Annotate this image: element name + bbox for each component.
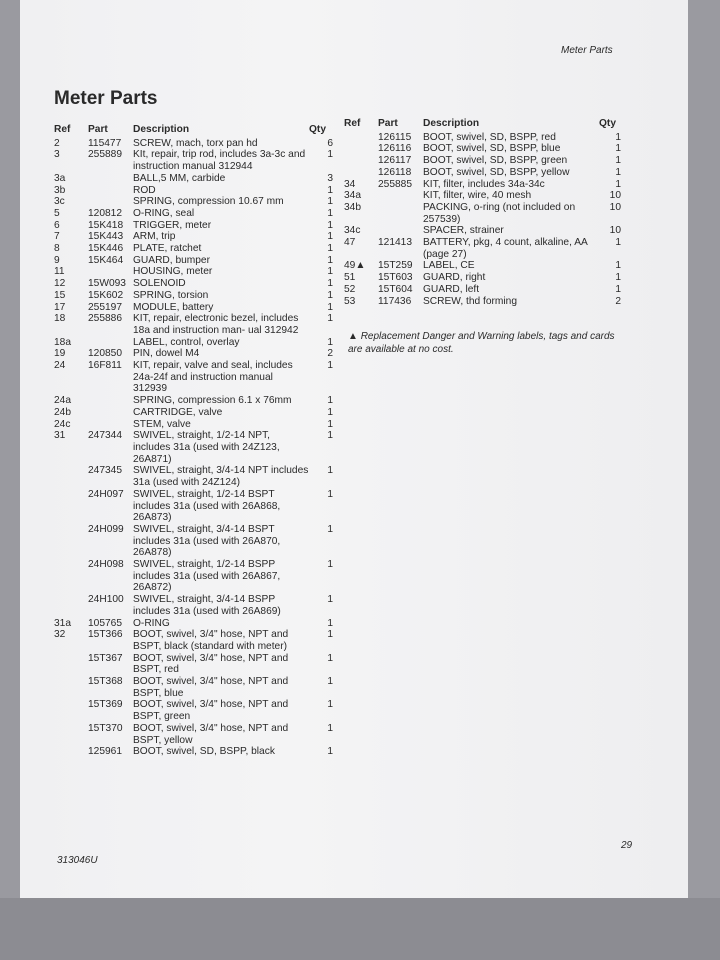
part-number-cell: 15K446 [88, 243, 124, 255]
ref-cell: 3a [54, 172, 66, 184]
part-number-cell: 24H097 [88, 488, 124, 500]
ref-cell: 52 [344, 283, 356, 295]
qty-cell: 1 [327, 430, 333, 442]
ref-cell: 51 [344, 272, 356, 284]
ref-cell: 7 [54, 231, 60, 243]
description-cell: ARM, trip [133, 231, 176, 243]
part-number-cell: 16F811 [88, 360, 122, 372]
ref-cell [54, 699, 88, 722]
qty-cell: 1 [327, 243, 333, 255]
part-number-cell: 15W093 [88, 278, 126, 290]
part-number-cell: 15K602 [88, 289, 124, 301]
parts-table-right-body [344, 132, 621, 308]
ref-cell [344, 132, 378, 144]
ref-cell: 31 [54, 430, 66, 442]
page-number: 29 [621, 840, 633, 851]
description-cell: KIT, repair, electronic bezel, includes 18a and instruction man- ual 312942 [133, 313, 299, 336]
table-row [344, 260, 621, 272]
ref-cell: 32 [54, 629, 66, 641]
part-number-cell: 15T604 [378, 283, 413, 295]
qty-cell: 1 [327, 196, 333, 208]
background-surface [0, 898, 720, 960]
description-cell: SWIVEL, straight, 1/2-14 BSPP includes 31a (used with 26A867, 26A872) [133, 559, 281, 594]
description-cell: CARTRIDGE, valve [133, 406, 223, 418]
part-number-cell: 15T603 [378, 272, 413, 284]
description-cell: SPACER, strainer [423, 225, 504, 237]
qty-cell: 1 [615, 178, 621, 190]
description-cell: SWIVEL, straight, 3/4-14 BSPT includes 31a (used with 26A870, 26A878) [133, 523, 281, 559]
part-number-cell: 255197 [88, 301, 122, 313]
parts-table-right [344, 118, 621, 307]
description-cell: BALL,5 MM, carbide [133, 172, 226, 184]
qty-cell: 1 [327, 149, 333, 161]
description-cell: O-RING, seal [133, 207, 195, 219]
ref-cell [344, 167, 378, 179]
description-cell: SWIVEL, straight, 1/2-14 NPT, includes 31a (used with 24Z123, 26A871) [133, 430, 280, 465]
footnote-text: Replacement Danger and Warning labels, tags and cards are available at no cost. [348, 331, 615, 355]
document-number: 313046U [57, 855, 98, 866]
table-row [54, 208, 333, 220]
qty-cell: 1 [327, 336, 333, 348]
qty-cell: 1 [327, 676, 333, 688]
table-row [54, 337, 333, 349]
table-row [344, 143, 621, 155]
table-row [344, 167, 621, 179]
description-cell: SPRING, torsion [133, 289, 209, 301]
ref-cell: 15 [54, 289, 66, 301]
ref-cell [54, 653, 88, 676]
description-cell: KIT, filter, includes 34a-34c [423, 178, 545, 190]
description-cell: SPRING, compression 10.67 mm [133, 196, 284, 208]
table-row [54, 302, 333, 314]
ref-cell: 12 [54, 278, 66, 290]
part-number-cell [88, 419, 133, 431]
table-row [54, 676, 333, 699]
qty-cell: 1 [615, 155, 621, 167]
table-row [54, 465, 333, 488]
ref-cell: 3 [54, 149, 60, 161]
table-row [54, 243, 333, 255]
ref-cell: 53 [344, 295, 356, 307]
ref-cell [54, 723, 88, 746]
part-header: Part [378, 118, 398, 129]
table-row [54, 220, 333, 232]
part-number-cell: 125961 [88, 746, 122, 758]
table-row [344, 296, 621, 308]
footnote [348, 331, 628, 356]
part-number-cell [378, 202, 423, 225]
part-number-cell [378, 190, 423, 202]
warning-triangle-icon: ▲ [348, 331, 358, 342]
table-row [344, 225, 621, 237]
description-cell: BOOT, swivel, 3/4" hose, NPT and BSPT, red [133, 652, 289, 676]
qty-cell: 1 [327, 465, 333, 477]
table-row [54, 196, 333, 208]
qty-cell: 1 [615, 272, 621, 284]
table-row [54, 395, 333, 407]
ref-cell: 17 [54, 301, 66, 313]
part-number-cell: 15K443 [88, 231, 124, 243]
table-row [54, 348, 333, 360]
description-cell: BOOT, swivel, 3/4" hose, NPT and BSPT, yellow [133, 722, 289, 746]
ref-cell [54, 489, 88, 524]
ref-header: Ref [54, 124, 71, 135]
ref-cell: 24b [54, 406, 71, 418]
description-cell: PLATE, ratchet [133, 243, 202, 255]
ref-cell [54, 594, 88, 617]
qty-header: Qty [309, 124, 326, 135]
description-cell: BOOT, swivel, SD, BSPP, blue [423, 143, 561, 155]
part-number-cell [88, 266, 133, 278]
qty-cell: 1 [615, 131, 621, 143]
ref-cell: 24 [54, 360, 66, 372]
table-header-row [344, 118, 621, 132]
description-cell: O-RING [133, 617, 170, 629]
ref-cell: 47 [344, 237, 356, 249]
ref-cell: 24a [54, 395, 71, 407]
qty-cell: 1 [615, 283, 621, 295]
qty-cell: 1 [327, 231, 333, 243]
ref-cell: 34b [344, 201, 361, 213]
table-row [344, 272, 621, 284]
table-row [54, 430, 333, 465]
ref-cell [54, 524, 88, 559]
ref-cell: 18a [54, 336, 71, 348]
description-cell: TRIGGER, meter [133, 219, 212, 231]
table-row [54, 313, 333, 336]
part-number-cell: 126116 [378, 143, 412, 155]
description-cell: KIT, filter, wire, 40 mesh [423, 190, 532, 202]
ref-cell: 34 [344, 178, 356, 190]
part-number-cell: 126115 [378, 131, 412, 143]
description-cell: KIt, repair, trip rod, includes 3a-3c and instruction manual 312944 [133, 149, 306, 173]
ref-cell [54, 676, 88, 699]
part-number-cell: 15T366 [88, 629, 123, 641]
table-row [54, 699, 333, 722]
table-row [344, 237, 621, 260]
part-number-cell: 115477 [88, 137, 122, 149]
table-row [54, 723, 333, 746]
description-cell: SWIVEL, straight, 1/2-14 BSPT includes 31a (used with 26A868, 26A873) [133, 488, 281, 524]
description-cell: SWIVEL, straight, 3/4-14 NPT includes 31a (used with 24Z124) [133, 465, 309, 489]
ref-cell: 2 [54, 137, 60, 149]
description-cell: GUARD, bumper [133, 254, 210, 266]
table-row [54, 594, 333, 617]
part-number-cell [88, 185, 133, 197]
qty-cell: 6 [327, 137, 333, 149]
description-cell: PIN, dowel M4 [133, 348, 200, 360]
table-row [54, 149, 333, 172]
ref-cell [54, 559, 88, 594]
qty-cell: 1 [327, 699, 333, 711]
table-row [344, 179, 621, 191]
ref-cell: 9 [54, 254, 60, 266]
description-cell: MODULE, battery [133, 301, 214, 313]
part-number-cell: 247345 [88, 465, 122, 477]
page-title: Meter Parts [54, 88, 158, 109]
table-row [54, 360, 333, 395]
description-cell: BOOT, swivel, SD, BSPP, black [133, 746, 275, 758]
table-row [344, 202, 621, 225]
description-cell: GUARD, left [423, 283, 480, 295]
table-row [54, 653, 333, 676]
part-number-cell: 120850 [88, 348, 122, 360]
part-number-cell [88, 337, 133, 349]
qty-cell: 3 [327, 172, 333, 184]
description-cell: SPRING, compression 6.1 x 76mm [133, 395, 292, 407]
part-number-cell: 247344 [88, 430, 122, 442]
qty-cell: 1 [327, 559, 333, 571]
qty-cell: 1 [327, 418, 333, 430]
ref-cell: 11 [54, 266, 65, 278]
table-row [54, 266, 333, 278]
ref-cell: 5 [54, 207, 60, 219]
table-row [54, 559, 333, 594]
table-row [54, 407, 333, 419]
qty-cell: 1 [327, 184, 333, 196]
part-number-cell: 117436 [378, 295, 412, 307]
qty-cell: 2 [327, 348, 333, 360]
ref-cell: 18 [54, 313, 66, 325]
part-number-cell [88, 173, 133, 185]
ref-cell: 34a [344, 190, 361, 202]
qty-cell: 1 [327, 289, 333, 301]
table-row [54, 185, 333, 197]
part-number-cell: 15K418 [88, 219, 124, 231]
description-cell: BOOT, swivel, SD, BSPP, green [423, 155, 568, 167]
ref-cell: 34c [344, 225, 361, 237]
part-number-cell: 15K464 [88, 254, 124, 266]
ref-cell: 19 [54, 348, 66, 360]
qty-cell: 1 [327, 722, 333, 734]
part-number-cell: 15T259 [378, 260, 413, 272]
ref-cell: 3c [54, 196, 65, 208]
table-row [54, 419, 333, 431]
ref-cell: 49▲ [344, 260, 366, 272]
table-row [54, 524, 333, 559]
part-number-cell [378, 225, 423, 237]
table-row [54, 618, 333, 630]
description-cell: BOOT, swivel, 3/4" hose, NPT and BSPT, black (standard with meter) [133, 629, 289, 652]
description-cell: KIT, repair, valve and seal, includes 24a-24f and instruction manual 312939 [133, 360, 293, 395]
part-number-cell: 121413 [378, 237, 412, 249]
part-number-cell: 255885 [378, 178, 412, 190]
table-row [344, 132, 621, 144]
table-row [54, 255, 333, 267]
part-number-cell: 24H098 [88, 559, 124, 571]
qty-cell: 1 [327, 395, 333, 407]
ref-cell [54, 465, 88, 488]
qty-cell: 1 [327, 746, 333, 758]
part-number-cell: 105765 [88, 617, 122, 629]
description-cell: BOOT, swivel, SD, BSPP, red [423, 131, 556, 143]
part-number-cell: 24H099 [88, 523, 124, 535]
description-header: Description [133, 124, 190, 135]
table-row [344, 190, 621, 202]
qty-header: Qty [599, 118, 616, 129]
part-number-cell: 120812 [88, 207, 122, 219]
description-cell: LABEL, control, overlay [133, 336, 240, 348]
description-cell: BOOT, swivel, 3/4" hose, NPT and BSPT, blue [133, 676, 289, 699]
table-row [54, 173, 333, 185]
qty-cell: 1 [327, 254, 333, 266]
qty-cell: 1 [327, 629, 333, 641]
qty-cell: 1 [327, 523, 333, 535]
part-number-cell: 15T368 [88, 676, 123, 688]
ref-cell [344, 155, 378, 167]
parts-table-left [54, 124, 333, 758]
description-cell: LABEL, CE [423, 260, 475, 272]
part-number-cell: 255889 [88, 149, 122, 161]
qty-cell: 1 [327, 207, 333, 219]
ref-cell: 31a [54, 617, 71, 629]
qty-cell: 1 [327, 488, 333, 500]
part-number-cell [88, 407, 133, 419]
qty-cell: 1 [615, 143, 621, 155]
ref-cell [54, 746, 88, 758]
description-cell: ROD [133, 184, 156, 196]
qty-cell: 2 [615, 295, 621, 307]
qty-cell: 1 [327, 652, 333, 664]
description-cell: SCREW, thd forming [423, 295, 517, 307]
parts-table-left-body [54, 138, 333, 758]
part-number-cell: 15T370 [88, 722, 123, 734]
table-row [54, 746, 333, 758]
ref-cell: 24c [54, 418, 71, 430]
part-number-cell: 126117 [378, 155, 412, 167]
qty-cell: 1 [615, 237, 621, 249]
table-row [54, 278, 333, 290]
description-cell: STEM, valve [133, 418, 191, 430]
part-number-cell: 24H100 [88, 594, 124, 606]
part-number-cell: 15T367 [88, 652, 123, 664]
qty-cell: 1 [327, 301, 333, 313]
description-cell: BATTERY, pkg, 4 count, alkaline, AA (page 27) [423, 237, 588, 260]
table-row [54, 629, 333, 652]
ref-cell [344, 143, 378, 155]
ref-cell: 6 [54, 219, 60, 231]
qty-cell: 1 [615, 260, 621, 272]
ref-header: Ref [344, 118, 361, 129]
qty-cell: 10 [609, 225, 621, 237]
description-cell: HOUSING, meter [133, 266, 213, 278]
description-header: Description [423, 118, 480, 129]
table-row [54, 290, 333, 302]
qty-cell: 1 [327, 360, 333, 372]
running-head: Meter Parts [561, 45, 613, 56]
table-header-row [54, 124, 333, 138]
part-number-cell [88, 395, 133, 407]
description-cell: SCREW, mach, torx pan hd [133, 137, 258, 149]
part-number-cell: 126118 [378, 166, 412, 178]
table-row [344, 284, 621, 296]
table-row [54, 489, 333, 524]
ref-cell: 3b [54, 184, 66, 196]
description-cell: SWIVEL, straight, 3/4-14 BSPP includes 31a (used with 26A869) [133, 594, 281, 617]
qty-cell: 1 [327, 617, 333, 629]
description-cell: GUARD, right [423, 272, 486, 284]
description-cell: SOLENOID [133, 278, 186, 290]
qty-cell: 1 [615, 166, 621, 178]
description-cell: BOOT, swivel, SD, BSPP, yellow [423, 166, 570, 178]
qty-cell: 1 [327, 313, 333, 325]
table-row [54, 138, 333, 150]
qty-cell: 10 [609, 201, 621, 213]
ref-cell: 8 [54, 243, 60, 255]
part-number-cell: 15T369 [88, 699, 123, 711]
table-row [54, 231, 333, 243]
part-number-cell [88, 196, 133, 208]
table-row [344, 155, 621, 167]
part-number-cell: 255886 [88, 313, 122, 325]
qty-cell: 1 [327, 219, 333, 231]
qty-cell: 1 [327, 278, 333, 290]
qty-cell: 10 [609, 190, 621, 202]
qty-cell: 1 [327, 406, 333, 418]
qty-cell: 1 [327, 594, 333, 606]
qty-cell: 1 [327, 266, 333, 278]
part-header: Part [88, 124, 108, 135]
description-cell: PACKING, o-ring (not included on 257539) [423, 201, 576, 225]
description-cell: BOOT, swivel, 3/4" hose, NPT and BSPT, green [133, 699, 289, 723]
